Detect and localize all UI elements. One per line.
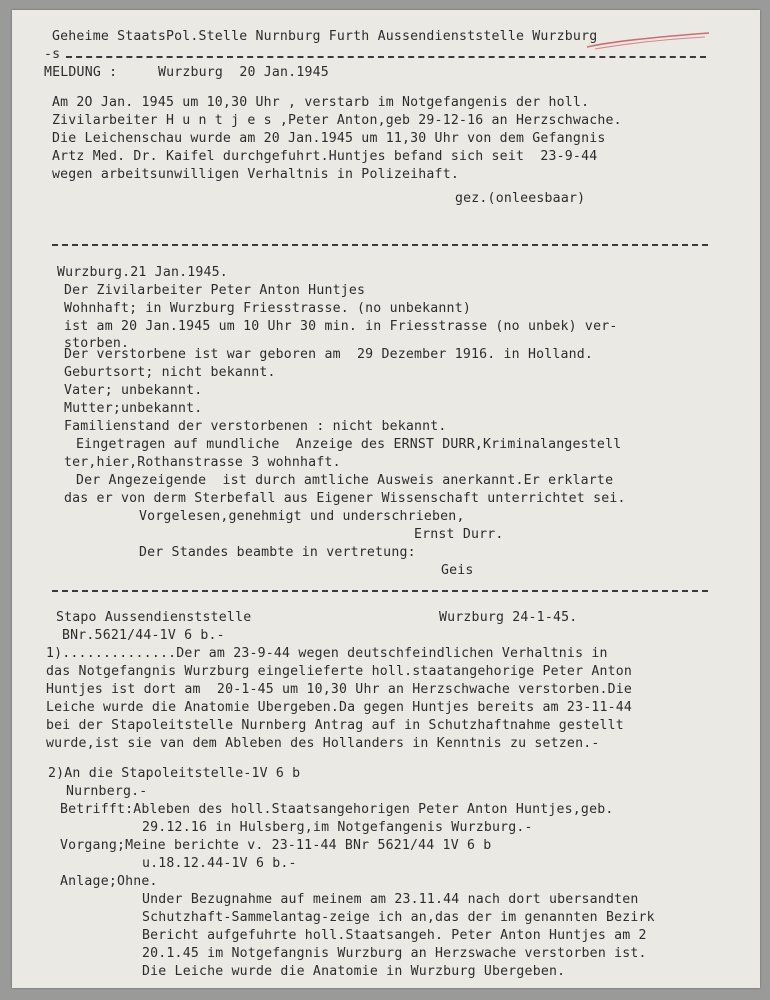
text-line: Familienstand der verstorbenen : nicht bekannt. [64, 419, 447, 434]
text-line: Am 2O Jan. 1945 um 10,30 Uhr , verstarb im Notgefangenis der holl. [52, 95, 590, 110]
text-line: Vater; unbekannt. [64, 383, 203, 398]
enclosure-line: Anlage;Ohne. [60, 874, 158, 889]
text-line: Vorgelesen,genehmigt und underschrieben, [139, 509, 465, 524]
signature-name: Geis [441, 563, 474, 578]
meldung-line: MELDUNG : Wurzburg 20 Jan.1945 [44, 65, 329, 80]
header-divider [66, 56, 706, 58]
text-line: 29.12.16 in Hulsberg,im Notgefangenis Wurzburg.- [142, 820, 533, 835]
text-line: Artz Med. Dr. Kaifel durchgefuhrt.Huntjes befand sich seit 23-9-44 [52, 149, 598, 164]
signature-name: Ernst Durr. [414, 527, 504, 542]
text-line: Eingetragen auf mundliche Anzeige des ERNST DURR,Kriminalangestell [76, 437, 622, 452]
text-line: wegen arbeitsunwilligen Verhaltnis in Polizeihaft. [52, 167, 459, 182]
text-line: bei der Stapoleitstelle Nurnberg Antrag auf in Schutzhaftnahme gestellt [46, 718, 624, 733]
place-date-line: Wurzburg 24-1-45. [439, 610, 578, 625]
text-line: Leiche wurde die Anatomie Ubergeben.Da gegen Huntjes bereits am 23-11-44 [46, 700, 633, 715]
text-line: Schutzhaft-Sammelantag-zeige ich an,das der im genannten Bezirk [142, 910, 655, 925]
text-line: ist am 20 Jan.1945 um 10 Uhr 30 min. in Friesstrasse (no unbek) ver- [64, 319, 618, 334]
text-line: das Notgefangnis Wurzburg eingelieferte holl.staatangehorige Peter Anton [46, 664, 633, 679]
place-date-line: Wurzburg.21 Jan.1945. [57, 265, 228, 280]
text-line: wurde,ist sie van dem Ableben des Hollanders in Kenntnis zu setzen.- [46, 736, 600, 751]
text-line: Die Leiche wurde die Anatomie in Wurzburg Ubergeben. [142, 964, 566, 979]
document-header: Geheime StaatsPol.Stelle Nurnburg Furth Aussendienststelle Wurzburg [52, 29, 598, 44]
reference-number: BNr.5621/44-1V 6 b.- [62, 628, 225, 643]
recipient-line: 2)An die Stapoleitstelle-1V 6 b [48, 766, 301, 781]
section-divider [52, 244, 708, 246]
office-line: Stapo Aussendienststelle [56, 610, 252, 625]
text-line: 20.1.45 im Notgefangnis Wurzburg an Herzswache verstorben ist. [142, 946, 647, 961]
signature-line: gez.(onleesbaar) [455, 191, 586, 206]
text-line: Der Zivilarbeiter Peter Anton Huntjes [64, 283, 366, 298]
text-line: Bericht aufgefuhrte holl.Staatsangeh. Peter Anton Huntjes am 2 [142, 928, 647, 943]
text-line: das er von derm Sterbefall aus Eigener Wissenschaft unterrichtet sei. [64, 491, 626, 506]
red-pen-mark [585, 31, 713, 53]
section-divider [52, 590, 708, 592]
text-line: Mutter;unbekannt. [64, 401, 203, 416]
text-line: 1)..............Der am 23-9-44 wegen deutschfeindlichen Verhaltnis in [46, 646, 608, 661]
text-line: Under Bezugnahme auf meinem am 23.11.44 nach dort ubersandten [142, 892, 639, 907]
header-mark: -s [44, 47, 61, 62]
text-line: Wohnhaft; in Wurzburg Friesstrasse. (no unbekannt) [64, 301, 471, 316]
text-line: Zivilarbeiter H u n t j e s ,Peter Anton,geb 29-12-16 an Herzschwache. [52, 113, 622, 128]
subject-line: Betrifft:Ableben des holl.Staatsangehorigen Peter Anton Huntjes,geb. [60, 802, 614, 817]
text-line: Der verstorbene ist war geboren am 29 Dezember 1916. in Holland. [64, 347, 594, 362]
text-line: Der Standes beambte in vertretung: [139, 545, 416, 560]
text-line: Die Leichenschau wurde am 20 Jan.1945 um 11,30 Uhr von dem Gefangnis [52, 131, 606, 146]
text-line: ter,hier,Rothanstrasse 3 wohnhaft. [64, 455, 341, 470]
text-line: u.18.12.44-1V 6 b.- [142, 856, 297, 871]
reference-line: Vorgang;Meine berichte v. 23-11-44 BNr 5621/44 1V 6 b [60, 838, 492, 853]
text-line: Huntjes ist dort am 20-1-45 um 10,30 Uhr an Herzschwache verstorben.Die [46, 682, 633, 697]
text-line: Der Angezeigende ist durch amtliche Ausweis anerkannt.Er erklarte [76, 473, 614, 488]
text-line: Nurnberg.- [66, 784, 148, 799]
text-line: storben. [64, 336, 130, 351]
text-line: Geburtsort; nicht bekannt. [64, 365, 276, 380]
